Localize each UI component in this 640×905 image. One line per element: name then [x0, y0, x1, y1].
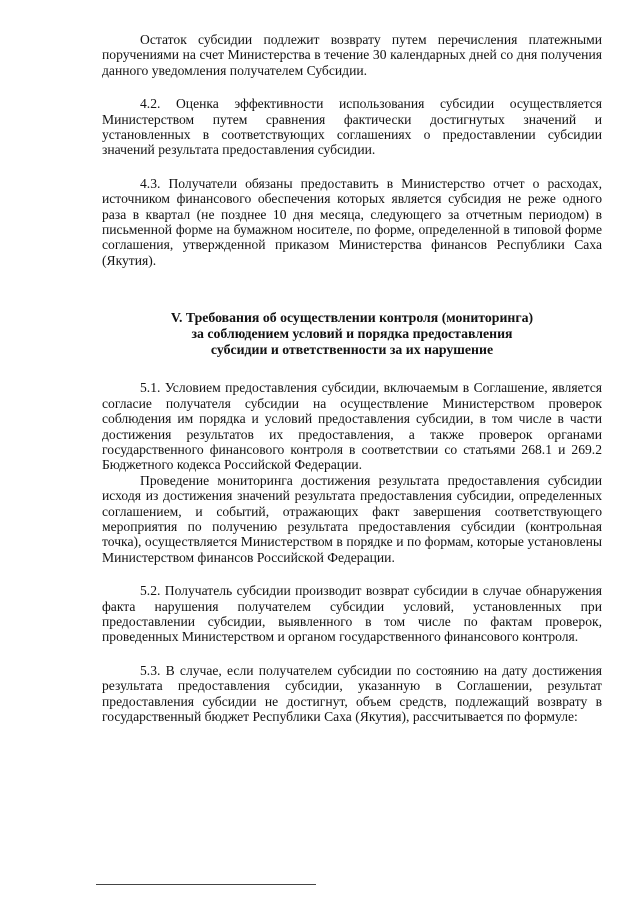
paragraph-monitoring: Проведение мониторинга достижения результата предоставления субсидии исходя из достижения значений результата предоставления субсидии, определенных соглашением, и событий, отражающих факт завершения соответствующего мероприятия по получению результата предоставления субсидии (контрольная точка), осуществляется Министерством в порядке и по формам, которые установлены Министерством финансов Российской Федерации.: [102, 472, 602, 565]
paragraph-5-2: 5.2. Получатель субсидии производит возврат субсидии в случае обнаружения факта нарушения получателем субсидии условий, установленных при предоставлении субсидии, выявленного в том числе по фактам проверок, проведенных Министерством и органом государственного финансового контроля.: [102, 583, 602, 645]
section-heading: [102, 310, 602, 358]
section-heading-line: за соблюдением условий и порядка предоставления: [191, 326, 513, 342]
footnote-divider: [96, 884, 316, 885]
paragraph-5-1: 5.1. Условием предоставления субсидии, включаемым в Соглашение, является согласие получателя субсидии на осуществление Министерством проверок соблюдения им порядка и условий предоставления субсидии, в том числе в части достижения результатов их предоставления, а также проверок органами государственного финансового контроля в соответствии со статьями 268.1 и 269.2 Бюджетного кодекса Российской Федерации.: [102, 380, 602, 473]
paragraph-subsidy-remainder: Остаток субсидии подлежит возврату путем перечисления платежными поручениями на счет Министерства в течение 30 календарных дней со дня получения данного уведомления получателем Субсидии.: [102, 32, 602, 78]
paragraph-4-3: 4.3. Получатели обязаны предоставить в Министерство отчет о расходах, источником финансового обеспечения которых является субсидия не реже одного раза в квартал (не позднее 10 дня месяца, следующего за отчетным периодом) в письменной форме на бумажном носителе, по форме, определенной в типовой форме соглашения, утвержденной приказом Министерства финансов Республики Саха (Якутия).: [102, 175, 602, 268]
section-heading-line: субсидии и ответственности за их нарушение: [210, 342, 494, 358]
section-heading-line: V. Требования об осуществлении контроля (мониторинга): [170, 310, 534, 326]
paragraph-4-2: 4.2. Оценка эффективности использования субсидии осуществляется Министерством путем сравнения фактически достигнутых значений и установленных в соответствующих соглашениях о предоставлении субсидии значений результата предоставления субсидии.: [102, 96, 602, 158]
paragraph-5-3: 5.3. В случае, если получателем субсидии по состоянию на дату достижения результата предоставления субсидии, указанную в Соглашении, результат предоставления субсидии не достигнут, объем средств, подлежащий возврату в государственный бюджет Республики Саха (Якутия), рассчитывается по формуле:: [102, 662, 602, 724]
